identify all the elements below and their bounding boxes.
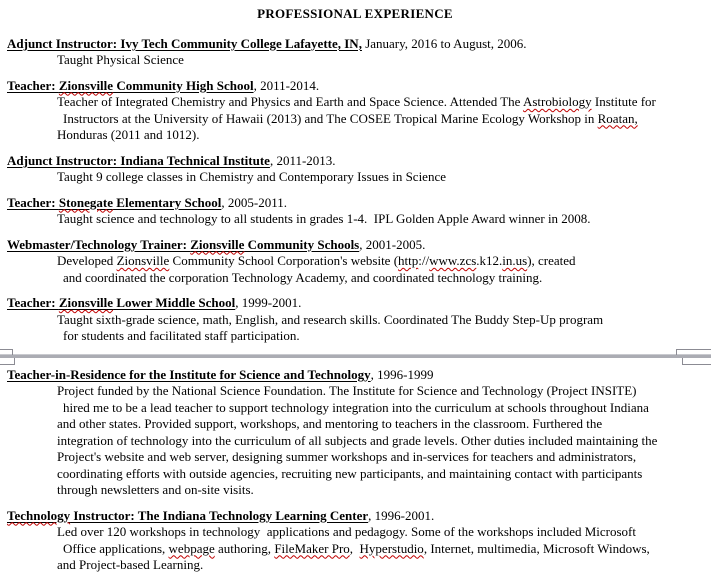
entry-body-line xyxy=(57,94,703,111)
body-text: , 2011-2014. xyxy=(253,77,320,93)
page-corner-top-left xyxy=(0,358,15,365)
body-text: , 2005-2011. xyxy=(221,194,287,210)
heading-text: Elementary School xyxy=(113,194,222,210)
misspelled-word: Roatan, xyxy=(597,110,638,126)
misspelled-word: Astrobiology xyxy=(522,94,592,109)
body-text: Taught Physical Science xyxy=(57,52,184,67)
entry-body-line xyxy=(57,127,703,144)
heading-text: Teacher: xyxy=(7,194,59,210)
page-break-bar xyxy=(0,354,711,358)
body-text: , 1999-2001. xyxy=(235,295,302,310)
entry-body-line xyxy=(63,270,703,287)
body-text: Developed xyxy=(57,253,117,268)
misspelled-word: Zionsville xyxy=(58,77,114,93)
body-text: and coordinated the corporation Technology Academy, and coordinated technology training. xyxy=(63,269,543,285)
heading-text: Teacher-in-Residence for the Institute for Science and Technology xyxy=(7,366,371,382)
entry-heading xyxy=(7,36,703,53)
entry-body-line xyxy=(57,524,703,541)
heading-text xyxy=(7,508,70,523)
heading-text: Adjunct Instructor: Ivy Tech Community College Lafayette, IN, xyxy=(7,35,362,51)
body-text: Teacher of Integrated Chemistry and Physics and Earth and Space Science. Attended The xyxy=(57,94,523,109)
body-text: Taught 9 college classes in Chemistry and Contemporary Issues in Science xyxy=(57,169,446,184)
body-text: Taught science and technology to all students in grades 1-4. IPL Golden Apple Award winner in 2008. xyxy=(57,211,591,226)
entry-body-line xyxy=(57,449,703,466)
misspelled-word: http xyxy=(398,253,419,268)
body-text: Project's website and web server, designing summer workshops and in-services for teachers and administrators, xyxy=(57,449,637,464)
entry-body-line xyxy=(57,253,703,270)
experience-entry xyxy=(7,36,703,69)
heading-text: Instructor: The Indiana Technology Learning Center xyxy=(70,507,369,523)
entry-heading xyxy=(7,237,703,254)
body-text: Honduras (2011 and 1012). xyxy=(57,127,200,142)
heading-text xyxy=(59,295,113,310)
heading-text: Webmaster/Technology Trainer: xyxy=(7,236,191,252)
body-text: coordinating efforts with outside agencies, recruiting new participants, and maintaining contact with participants xyxy=(57,465,643,481)
body-text: integration of technology into the curriculum of all subjects and grade levels. Other duties included maintaining the xyxy=(57,432,658,448)
entry-body-line xyxy=(57,383,703,400)
heading-text xyxy=(59,195,113,210)
misspelled-word: webpage xyxy=(168,540,215,556)
entry-body-line xyxy=(63,400,703,417)
body-text: Instructors at the University of Hawaii (2013) and The COSEE Tropical Marine Ecology Workshop in xyxy=(63,110,598,126)
body-text: Office applications, xyxy=(63,540,169,556)
experience-entry xyxy=(7,508,703,574)
entry-body-line xyxy=(57,312,703,329)
experience-entry xyxy=(7,295,703,345)
entry-body-line xyxy=(63,541,703,558)
entry-body-line xyxy=(57,52,703,69)
body-text: , 1996-2001. xyxy=(368,507,435,523)
entry-body-line xyxy=(57,433,703,450)
entry-body-line xyxy=(57,482,703,499)
heading-text: Teacher: xyxy=(7,295,59,310)
entry-heading xyxy=(7,78,703,95)
experience-entry xyxy=(7,78,703,144)
misspelled-word: in.us xyxy=(502,253,528,268)
entry-heading xyxy=(7,367,703,384)
heading-text: Lower Middle School xyxy=(113,295,236,310)
misspelled-word: Technology xyxy=(7,507,71,523)
body-text: Community School Corporation's website ( xyxy=(169,253,399,268)
misspelled-word: www.zcs xyxy=(429,253,477,268)
body-text: ), created xyxy=(527,253,576,268)
body-text: through newsletters and on-site visits. xyxy=(57,482,254,497)
heading-text: Adjunct Instructor: Indiana Technical Institute xyxy=(7,152,270,168)
experience-entries xyxy=(7,36,703,574)
page-break-divider[interactable] xyxy=(0,349,711,364)
entry-heading xyxy=(7,508,703,525)
body-text: authoring, xyxy=(214,540,275,556)
entry-body-line xyxy=(57,466,703,483)
entry-body-line xyxy=(63,328,703,345)
experience-entry xyxy=(7,237,703,287)
heading-text: Community High School xyxy=(113,77,254,93)
body-text: , Internet, multimedia, Microsoft Windows, xyxy=(423,540,650,556)
heading-text xyxy=(190,237,244,252)
entry-heading xyxy=(7,295,703,312)
body-text: and Project-based Learning. xyxy=(57,557,204,572)
experience-entry xyxy=(7,153,703,186)
entry-body-line xyxy=(57,169,703,186)
body-text: Project funded by the National Science Foundation. The Institute for Science and Technology (Project INSITE) xyxy=(57,383,637,398)
body-text: , 2001-2005. xyxy=(359,236,426,252)
misspelled-word: Hyperstudio xyxy=(359,540,424,556)
body-text: .k12. xyxy=(476,253,503,268)
body-text: hired me to be a lead teacher to support technology integration into the curriculum at schools throughout Indiana xyxy=(63,399,649,415)
misspelled-word: Stonegate xyxy=(58,194,114,210)
body-text: Institute for xyxy=(591,94,656,109)
entry-body-line xyxy=(57,211,703,228)
body-text: , 2011-2013. xyxy=(269,152,336,168)
entry-body-line xyxy=(57,416,703,433)
experience-entry xyxy=(7,195,703,228)
misspelled-word: FileMaker Pro xyxy=(274,540,350,556)
page-corner-bottom-left xyxy=(0,349,13,355)
heading-text: Teacher: xyxy=(7,77,59,93)
body-text: and other states. Provided support, workshops, and mentoring to teachers in the classroom. Furthered the xyxy=(57,416,603,431)
body-text: :// xyxy=(418,253,430,268)
section-title: PROFESSIONAL EXPERIENCE xyxy=(257,6,453,21)
entry-heading xyxy=(7,195,703,212)
body-text: Taught sixth-grade science, math, English, and research skills. Coordinated The Buddy Step-Up program xyxy=(57,311,604,327)
body-text: Led over 120 workshops in technology applications and pedagogy. Some of the workshops included Microsoft xyxy=(57,524,636,539)
body-text: for students and facilitated staff participation. xyxy=(63,328,300,343)
page-corner-bottom-right xyxy=(676,349,711,355)
heading-text: Community Schools xyxy=(244,236,360,252)
misspelled-word: Zionsville xyxy=(190,236,245,252)
entry-heading xyxy=(7,153,703,170)
misspelled-word: Zionsville xyxy=(116,253,170,268)
body-text: , xyxy=(349,540,360,556)
entry-body-line xyxy=(63,111,703,128)
body-text: January, 2016 to August, 2006. xyxy=(361,35,527,51)
misspelled-word: Zionsville xyxy=(58,295,114,310)
page-corner-top-right xyxy=(682,358,711,365)
heading-text xyxy=(59,78,113,93)
experience-entry xyxy=(7,367,703,499)
entry-body-line xyxy=(57,557,703,574)
body-text: , 1996-1999 xyxy=(370,366,434,382)
